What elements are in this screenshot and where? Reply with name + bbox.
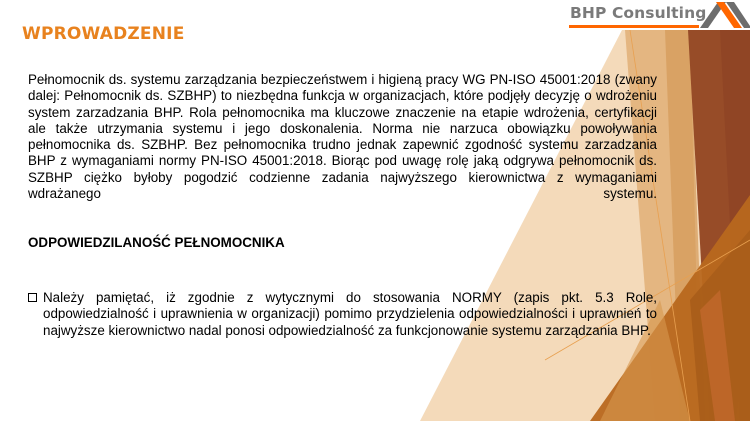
checkbox-bullet-icon xyxy=(28,293,37,302)
roof-chevron-logo-icon xyxy=(696,0,750,28)
intro-paragraph xyxy=(28,72,657,202)
bullet-text: Należy pamiętać, iż zgodnie z wytycznymi do stosowania NORMY (zapis pkt. 5.3 Role, odpowiedzialność i uprawnienia w organizacji) pomimo przydzielenia odpowiedzialności i uprawnień to najwyższe kierownictwo nadal ponosi odpowiedzialność za funkcjonowanie systemu zarządzania BHP. xyxy=(43,290,657,338)
company-logo-text: BHP Consulting xyxy=(570,4,707,22)
section-heading: ODPOWIEDZILANOŚĆ PEŁNOMOCNIKA xyxy=(28,235,285,250)
bullet-item xyxy=(28,290,657,339)
logo-underline xyxy=(569,25,699,28)
slide-title: WPROWADZENIE xyxy=(22,24,185,44)
intro-paragraph-text: Pełnomocnik ds. systemu zarządzania bezpieczeństwem i higieną pracy WG PN-ISO 45001:2018 (zwany dalej: Pełnomocnik ds. SZBHP) to niezbędna funkcja w organizacjach, które podjęły decyzję o wdrożeniu system zarzadzania BHP. Rola pełnomocnika ma kluczowe znaczenie na etapie wdrożenia, certyfikacji ale także utrzymania systemu i jego doskonalenia. Norma nie narzuca obowiązku powoływania pełnomocnika ds. SZBHP. Bez pełnomocnika trudno jednak zapewnić zgodność systemu zarzadzania BHP z wymaganiami normy PN-ISO 45001:2018. Biorąc pod uwagę rolę jaką odgrywa pełnomocnik ds. SZBHP ciężko byłoby pogodzić codzienne zadania najwyższego kierownictwa z wymaganiami wdrażanego systemu. xyxy=(28,72,657,202)
